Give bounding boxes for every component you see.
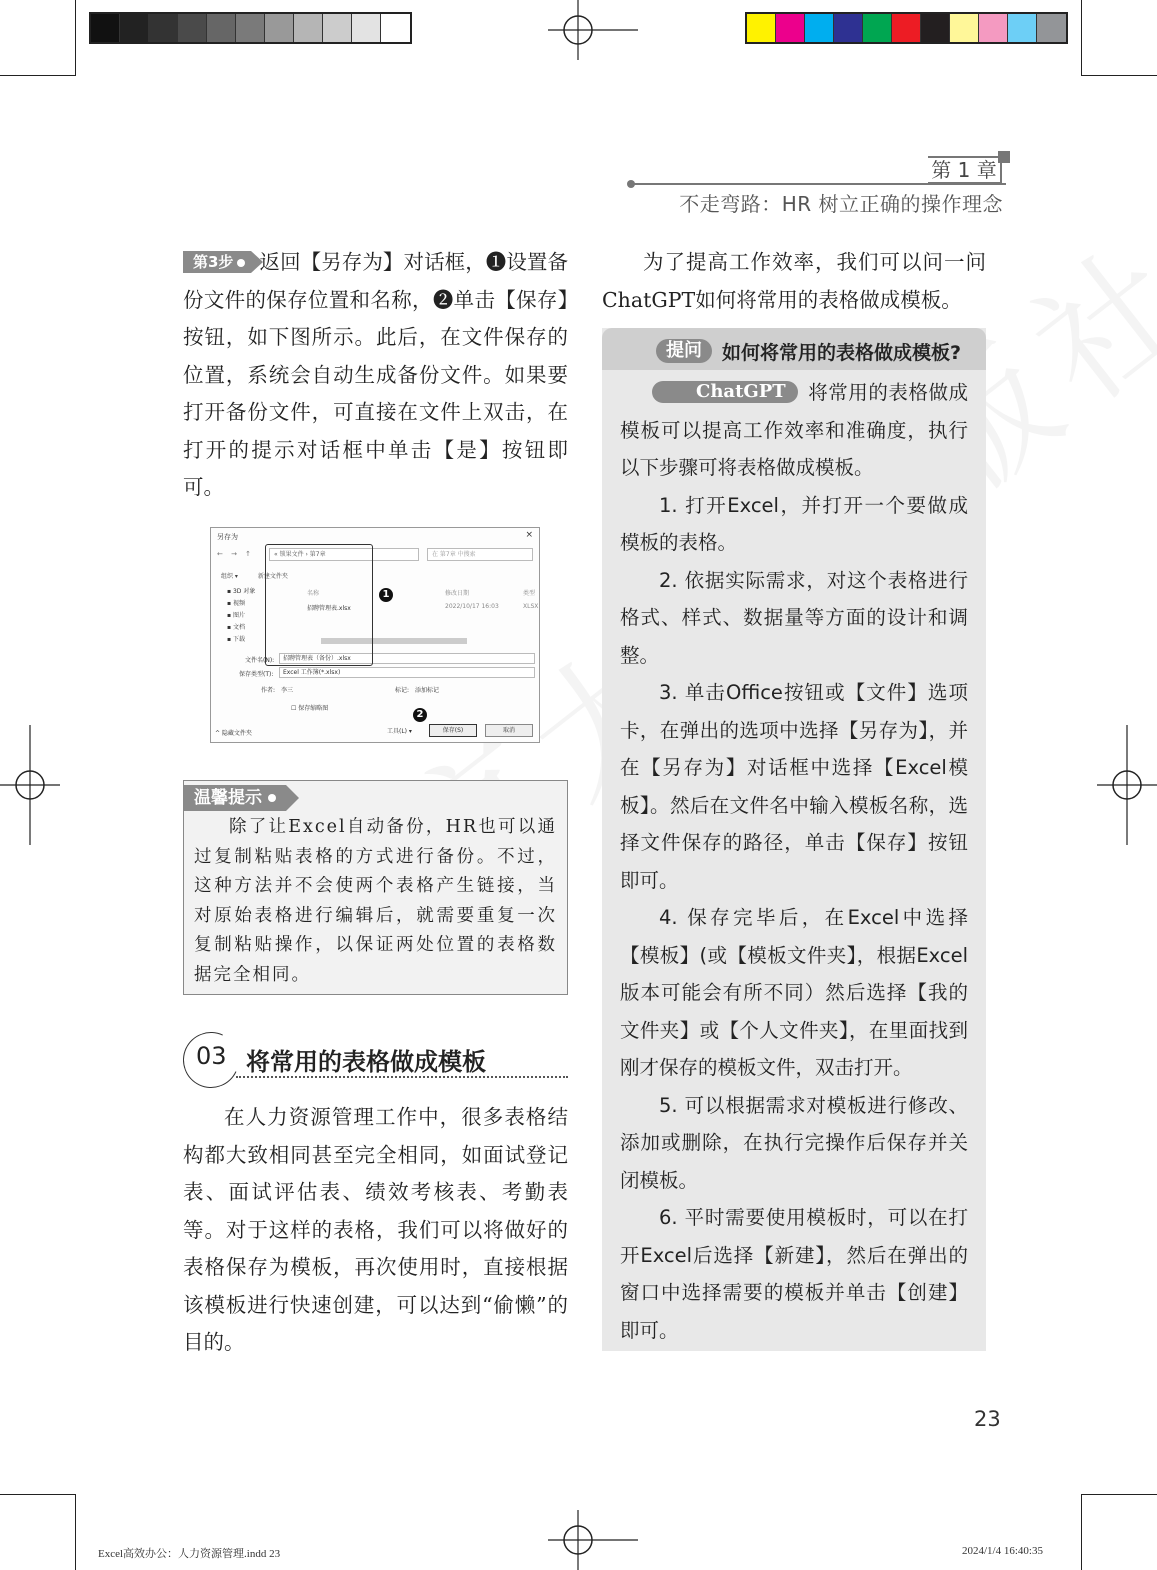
step-badge: 第3步 [183,251,251,273]
crop-mark [1081,1494,1157,1495]
sidebar-item: ▪ 文档 [227,624,245,631]
answer-step: 1. 打开Excel，并打开一个要做成模板的表格。 [620,493,968,554]
color-swatch [265,14,294,42]
registration-mark-left [0,725,60,845]
answer-body [620,374,968,1349]
chapter-rule [634,183,1006,185]
color-swatch [950,14,979,42]
thumbnail-checkbox: ☐ 保存缩略图 [291,705,329,712]
sidebar-item: ▪ 视频 [227,600,245,607]
slug-timestamp: 2024/1/4 16:40:35 [962,1545,1043,1557]
crop-mark [0,75,76,76]
save-as-dialog-screenshot [210,527,540,743]
filetype-label: 保存类型(T): [239,671,274,678]
crop-mark [1081,75,1157,76]
file-item-date: 2022/10/17 16:03 [445,603,499,610]
color-swatch [323,14,352,42]
callout-marker-2: 2 [413,708,427,722]
color-swatch [834,14,863,42]
crop-mark [0,1494,76,1495]
color-swatch [91,14,120,42]
registration-mark-top [548,0,638,60]
filename-field: 招聘管理表（备份）.xlsx [279,653,535,664]
tags-label: 标记: [395,687,410,694]
step-badge-dot-icon [237,259,245,267]
tip-badge-dot-icon [268,794,276,802]
color-swatch [207,14,236,42]
location-highlight-frame [265,544,373,666]
registration-mark-right [1097,725,1157,845]
tags-value: 添加标记 [415,687,440,694]
answer-step: 2. 依据实际需求，对这个表格进行格式、样式、数据量等方面的设计和调整。 [620,568,968,667]
color-swatch [863,14,892,42]
address-bar: « 锁果文件 › 第7章 [269,548,419,561]
author-value: 李三 [281,687,294,694]
color-swatch [1008,14,1037,42]
sidebar-item: ▪ 图片 [227,612,245,619]
answer-step: 3. 单击Office按钮或【文件】选项卡，在弹出的选项中选择【另存为】，并在【另存为】对话框中选择【Excel模板】。然后在文件名中输入模板名称，选择文件保存的路径，单击【保存】按钮即可。 [620,681,968,892]
file-item-name: 招聘管理表.xlsx [307,605,351,612]
tip-badge: 温馨提示 [184,785,286,811]
crop-mark [1081,1494,1082,1570]
gray-color-bar [89,12,412,44]
color-swatch [352,14,381,42]
color-swatch [805,14,834,42]
question-text: 如何将常用的表格做成模板? [722,342,962,364]
filetype-select: Excel 工作簿(*.xlsx) [279,667,535,678]
column-name: 名称 [307,590,320,597]
answer-step: 4. 保存完毕后，在Excel中选择【模板】(或【模板文件夹】，根据Excel版本可能会有所不同）然后选择【我的文件夹】或【个人文件夹】，在里面找到刚才保存的模板文件，双击打开。 [620,906,968,1079]
file-item-type: XLSX [523,603,539,610]
column-type: 类型 [523,590,536,597]
new-folder-button: 新建文件夹 [257,573,288,580]
chatgpt-intro: 为了提高工作效率，我们可以问一问ChatGPT如何将常用的表格做成模板。 [602,250,986,312]
color-swatch [1037,14,1066,42]
step-3-paragraph [183,244,568,507]
section-dotted-rule [236,1076,568,1078]
color-swatch [149,14,178,42]
author-label: 作者: [261,687,276,694]
color-swatch [120,14,149,42]
color-swatch [921,14,950,42]
dialog-sidebar [227,586,255,646]
answer-intro: 将常用的表格做成模板可以提高工作效率和准确度，执行以下步骤可将表格做成模板。 [620,381,968,479]
process-color-bar [745,12,1068,44]
sidebar-item: ▪ 下载 [227,636,245,643]
hide-folders-toggle: ^ 隐藏文件夹 [215,730,252,737]
color-swatch [294,14,323,42]
close-icon: × [525,530,533,540]
section-body: 在人力资源管理工作中，很多表格结构都大致相同甚至完全相同，如面试登记表、面试评估表、绩效考核表、考勤表等。对于这样的表格，我们可以将做好的表格保存为模板，再次使用时，直接根据该模板进行快速创建，可以达到“偷懒”的目的。 [183,1105,568,1354]
tip-text: 除了让Excel自动备份，HR也可以通过复制粘贴表格的方式进行备份。不过，这种方法并不会使两个表格产生链接，当对原始表格进行编辑后，就需要重复一次复制粘贴操作，以保证两处位置的表格数据完全相同。 [194,817,557,985]
answer-badge: ChatGPT [652,381,798,403]
color-swatch [178,14,207,42]
slug-file-info: Excel高效办公：人力资源管理.indd 23 [98,1548,281,1560]
answer-step: 5. 可以根据需求对模板进行修改、添加或删除，在执行完操作后保存并关闭模板。 [620,1093,968,1192]
step-3-text: 返回【另存为】对话框，❶设置备份文件的保存位置和名称，❷单击【保存】按钮，如下图所示。此后，在文件保存的位置，系统会自动生成备份文件。如果要打开备份文件，可直接在文件上双击，在打开的提示对话框中单击【是】按钮即可。 [183,250,568,499]
cancel-button: 取消 [485,724,533,737]
color-swatch [892,14,921,42]
search-box: 在 第7章 中搜索 [427,548,533,561]
chapter-number: 第 1 章 [928,156,1002,184]
organize-menu: 组织 ▾ [221,573,238,580]
color-swatch [236,14,265,42]
qa-box [602,328,986,1351]
sidebar-item: ▪ 3D 对象 [227,588,256,595]
tools-menu: 工具(L) ▾ [387,728,412,735]
color-swatch [381,14,410,42]
crop-mark [1081,0,1082,76]
page-number: 23 [974,1407,1001,1431]
question-badge: 提问 [656,339,712,363]
crop-mark [75,0,76,76]
color-swatch [979,14,1008,42]
color-swatch [776,14,805,42]
question-header [602,328,986,370]
dialog-title: 另存为 [217,533,238,541]
column-date: 修改日期 [445,590,470,597]
filename-label: 文件名(N): [245,657,275,664]
section-title: 将常用的表格做成模板 [246,1048,486,1076]
crop-mark [75,1494,76,1570]
answer-step: 6. 平时需要使用模板时，可以在打开Excel后选择【新建】，然后在弹出的窗口中选择需要的模板并单击【创建】即可。 [620,1206,968,1342]
color-swatch [747,14,776,42]
tip-box [183,780,568,995]
section-number: 03 [196,1042,227,1070]
registration-mark-bottom [548,1510,638,1570]
nav-arrows-icon: ← → ↑ [217,550,255,558]
save-button: 保存(S) [429,724,477,737]
chapter-title: 不走弯路：HR 树立正确的操作理念 [679,192,1003,216]
callout-marker-1: 1 [379,588,393,602]
